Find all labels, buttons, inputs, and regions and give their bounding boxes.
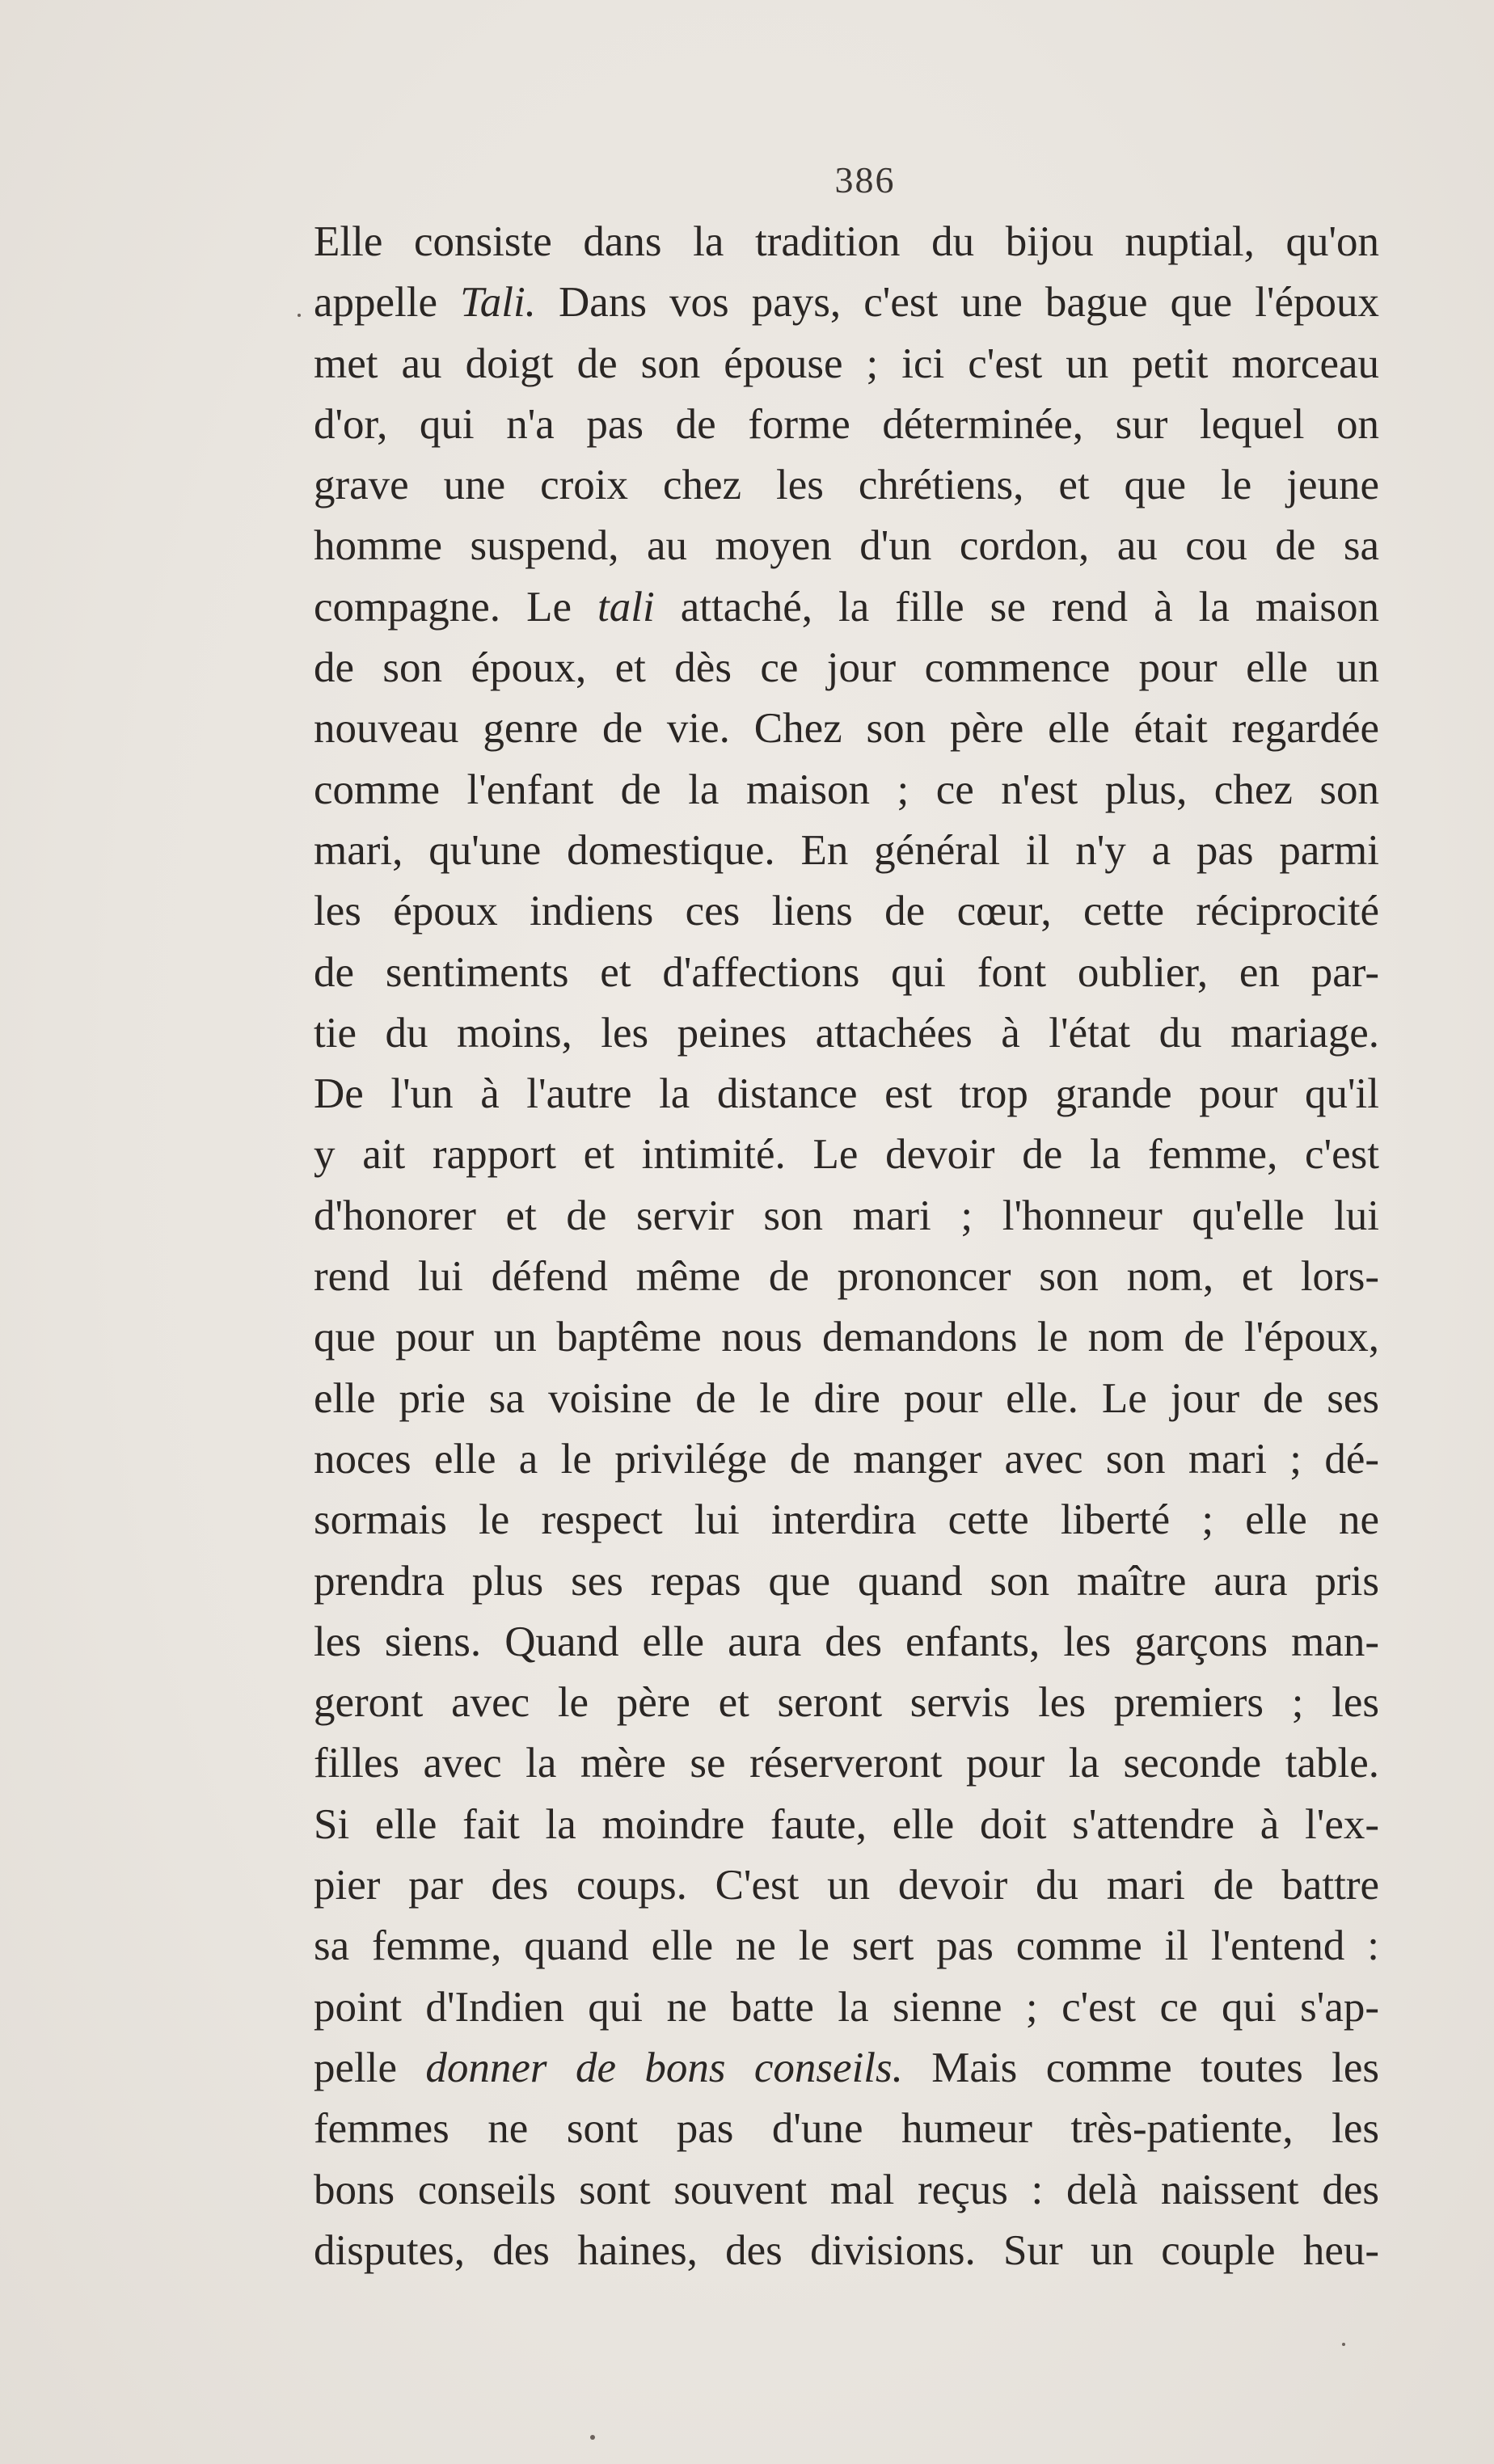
text-line xyxy=(314,1064,1379,1124)
text-segment: y ait rapport et intimité. Le devoir de la femme, c'est xyxy=(314,1131,1379,1179)
text-segment: de sentiments et d'affections qui font oublier, en par- xyxy=(314,948,1379,996)
text-line xyxy=(314,1977,1379,2038)
text-line xyxy=(314,943,1379,1003)
italic-segment: Tali. xyxy=(460,279,536,327)
text-line xyxy=(314,212,1379,272)
text-segment: point d'Indien qui ne batte la sienne ; c'est ce qui s'ap- xyxy=(314,1983,1379,2031)
text-segment: d'honorer et de servir son mari ; l'honneur qu'elle lui xyxy=(314,1192,1379,1239)
text-segment: De l'un à l'autre la distance est trop grande pour qu'il xyxy=(314,1070,1379,1118)
text-line xyxy=(314,1855,1379,1916)
text-line xyxy=(314,1307,1379,1368)
text-segment: geront avec le père et seront servis les premiers ; les xyxy=(314,1679,1379,1727)
text-segment: Mais comme toutes les xyxy=(902,2044,1379,2091)
text-line xyxy=(314,1916,1379,1977)
text-line xyxy=(314,2099,1379,2159)
text-line xyxy=(314,516,1379,576)
text-segment: que pour un baptême nous demandons le nom de l'époux, xyxy=(314,1314,1379,1361)
page-number: 386 xyxy=(834,159,896,200)
text-segment: appelle xyxy=(314,279,461,327)
text-line xyxy=(314,698,1379,759)
text-segment: sa femme, quand elle ne le sert pas comme il l'entend : xyxy=(314,1922,1379,1970)
text-segment: compagne. Le xyxy=(314,583,597,631)
text-segment: Elle consiste dans la tradition du bijou nuptial, qu'on xyxy=(314,218,1379,265)
text-segment: mari, qu'une domestique. En général il n'y a pas parmi xyxy=(314,826,1379,874)
text-line xyxy=(314,1551,1379,1612)
text-line xyxy=(314,1673,1379,1733)
text-segment: les époux indiens ces liens de cœur, cette réciprocité xyxy=(314,888,1379,935)
text-segment: femmes ne sont pas d'une humeur très-patiente, les xyxy=(314,2105,1379,2153)
text-line xyxy=(314,1369,1379,1429)
text-segment: grave une croix chez les chrétiens, et que le jeune xyxy=(314,462,1379,509)
text-line xyxy=(314,334,1379,394)
text-line xyxy=(314,1247,1379,1307)
text-segment: bons conseils sont souvent mal reçus : delà naissent des xyxy=(314,2166,1379,2213)
text-segment: comme l'enfant de la maison ; ce n'est plus, chez son xyxy=(314,766,1379,813)
text-line xyxy=(314,2038,1379,2099)
text-segment: homme suspend, au moyen d'un cordon, au cou de sa xyxy=(314,522,1379,570)
text-segment: attaché, la fille se rend à la maison xyxy=(654,583,1379,631)
text-line xyxy=(314,1124,1379,1185)
text-line xyxy=(314,760,1379,821)
body-text xyxy=(314,212,1379,2281)
italic-segment: tali xyxy=(597,583,655,631)
text-line xyxy=(314,821,1379,881)
text-line xyxy=(314,1429,1379,1490)
text-line xyxy=(314,1186,1379,1247)
text-segment: Dans vos pays, c'est une bague que l'époux xyxy=(535,279,1379,327)
text-segment: disputes, des haines, des divisions. Sur un couple heu- xyxy=(314,2226,1379,2274)
text-segment: de son époux, et dès ce jour commence pour elle un xyxy=(314,644,1379,692)
text-segment: noces elle a le privilége de manger avec son mari ; dé- xyxy=(314,1435,1379,1483)
text-line xyxy=(314,2221,1379,2281)
paper-speck xyxy=(1342,2343,1345,2346)
text-segment: d'or, qui n'a pas de forme déterminée, sur lequel on xyxy=(314,400,1379,448)
text-line xyxy=(314,638,1379,698)
text-segment: rend lui défend même de prononcer son nom, et lors- xyxy=(314,1253,1379,1301)
text-line xyxy=(314,1003,1379,1064)
italic-segment: donner de bons conseils. xyxy=(425,2044,903,2091)
text-segment: sormais le respect lui interdira cette liberté ; elle ne xyxy=(314,1496,1379,1544)
text-segment: met au doigt de son épouse ; ici c'est un petit morceau xyxy=(314,340,1379,387)
text-line xyxy=(314,1733,1379,1794)
text-line xyxy=(314,1795,1379,1855)
text-line xyxy=(314,881,1379,942)
paper-speck xyxy=(298,314,301,317)
text-segment: elle prie sa voisine de le dire pour elle. Le jour de ses xyxy=(314,1374,1379,1422)
text-segment: tie du moins, les peines attachées à l'état du mariage. xyxy=(314,1009,1379,1057)
text-line xyxy=(314,394,1379,455)
text-segment: prendra plus ses repas que quand son maître aura pris xyxy=(314,1557,1379,1605)
text-segment: les siens. Quand elle aura des enfants, les garçons man- xyxy=(314,1618,1379,1665)
text-segment: pelle xyxy=(314,2044,426,2091)
text-line xyxy=(314,1490,1379,1551)
text-segment: Si elle fait la moindre faute, elle doit s'attendre à l'ex- xyxy=(314,1800,1379,1848)
text-segment: nouveau genre de vie. Chez son père elle était regardée xyxy=(314,705,1379,753)
text-line xyxy=(314,455,1379,516)
text-line xyxy=(314,577,1379,638)
text-segment: filles avec la mère se réserveront pour la seconde table. xyxy=(314,1740,1379,1787)
text-line xyxy=(314,1612,1379,1673)
paper-speck xyxy=(590,2435,595,2440)
text-line xyxy=(314,272,1379,333)
text-segment: pier par des coups. C'est un devoir du mari de battre xyxy=(314,1862,1379,1909)
text-line xyxy=(314,2160,1379,2221)
